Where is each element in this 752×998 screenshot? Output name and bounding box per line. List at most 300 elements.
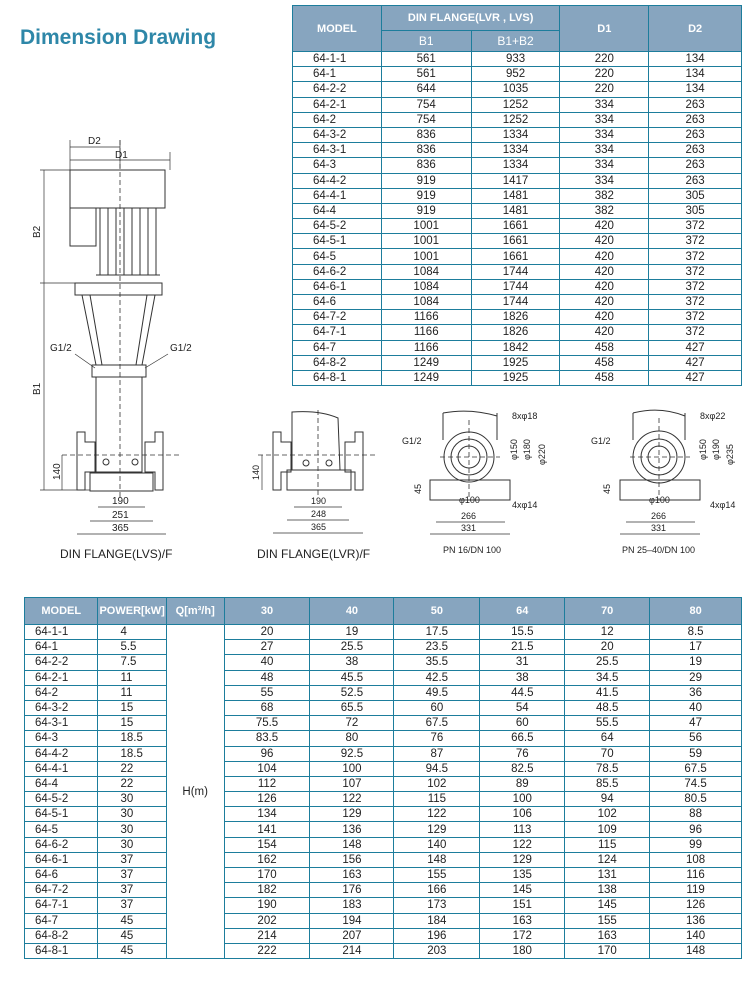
pn16-d180: φ180 <box>522 439 532 460</box>
head-cell: 80.5 <box>650 792 742 807</box>
table-row <box>25 670 742 685</box>
head-cell: 94.5 <box>394 761 480 776</box>
head-cell: 49.5 <box>394 685 480 700</box>
b1-cell: 1249 <box>381 370 471 385</box>
head-cell: 94 <box>565 792 650 807</box>
b1-cell: 919 <box>381 188 471 203</box>
head-cell: 119 <box>650 883 742 898</box>
b1-cell: 1001 <box>381 219 471 234</box>
d2-cell: 427 <box>649 355 742 370</box>
d2-cell: 263 <box>649 143 742 158</box>
table-row <box>25 700 742 715</box>
head-cell: 196 <box>394 928 480 943</box>
power-cell: 37 <box>98 883 166 898</box>
b1b2-cell: 1661 <box>471 234 560 249</box>
head-cell: 40 <box>650 700 742 715</box>
head-cell: 29 <box>650 670 742 685</box>
model-cell: 64-6 <box>25 868 98 883</box>
table-row <box>25 852 742 867</box>
table-row <box>25 792 742 807</box>
label-b1: B1 <box>32 382 43 395</box>
header-din-flange: DIN FLANGE(LVR , LVS) <box>381 6 560 31</box>
d2-cell: 305 <box>649 203 742 218</box>
power-cell: 11 <box>98 685 166 700</box>
b1b2-cell: 1744 <box>471 279 560 294</box>
d1-cell: 334 <box>560 158 649 173</box>
pn25-d150: φ150 <box>698 439 708 460</box>
b1-cell: 1249 <box>381 355 471 370</box>
d1-cell: 420 <box>560 295 649 310</box>
pn25-h45: 45 <box>602 483 612 494</box>
d2-cell: 372 <box>649 295 742 310</box>
pn16-w331: 331 <box>461 523 477 533</box>
model-cell: 64-5-1 <box>25 807 98 822</box>
head-cell: 155 <box>394 868 480 883</box>
performance-table <box>24 597 742 959</box>
table-row <box>293 173 742 188</box>
head-cell: 75.5 <box>224 716 310 731</box>
head-cell: 67.5 <box>394 716 480 731</box>
model-cell: 64-5-2 <box>25 792 98 807</box>
head-cell: 34.5 <box>565 670 650 685</box>
model-cell: 64-6-2 <box>25 837 98 852</box>
d1-cell: 334 <box>560 173 649 188</box>
b1b2-cell: 952 <box>471 67 560 82</box>
d1-cell: 458 <box>560 340 649 355</box>
head-cell: 141 <box>224 822 310 837</box>
b1b2-cell: 1252 <box>471 112 560 127</box>
header-flow-40: 40 <box>310 598 394 625</box>
pn16-d220: φ220 <box>537 444 547 465</box>
lvr-label-190: 190 <box>311 496 327 506</box>
header-d2: D2 <box>649 6 742 52</box>
label-140: 140 <box>52 463 63 480</box>
b1b2-cell: 1252 <box>471 97 560 112</box>
table-row <box>25 868 742 883</box>
head-cell: 113 <box>480 822 565 837</box>
b1-cell: 1166 <box>381 310 471 325</box>
table-row <box>293 249 742 264</box>
pn25-w266: 266 <box>651 511 667 521</box>
table-row <box>25 913 742 928</box>
model-cell: 64-3-1 <box>25 716 98 731</box>
head-cell: 92.5 <box>310 746 394 761</box>
table-row <box>25 655 742 670</box>
model-cell: 64-7 <box>25 913 98 928</box>
power-cell: 30 <box>98 792 166 807</box>
power-cell: 45 <box>98 913 166 928</box>
head-cell: 68 <box>224 700 310 715</box>
model-cell: 64-7-2 <box>25 883 98 898</box>
d1-cell: 420 <box>560 310 649 325</box>
head-cell: 112 <box>224 776 310 791</box>
head-cell: 116 <box>650 868 742 883</box>
head-cell: 129 <box>480 852 565 867</box>
head-cell: 20 <box>565 640 650 655</box>
b1-cell: 561 <box>381 67 471 82</box>
label-d2: D2 <box>88 136 101 147</box>
head-cell: 100 <box>310 761 394 776</box>
head-cell: 102 <box>565 807 650 822</box>
model-cell: 64-5 <box>25 822 98 837</box>
pn16-base-holes: 4xφ14 <box>512 500 538 510</box>
head-cell: 31 <box>480 655 565 670</box>
head-cell: 70 <box>565 746 650 761</box>
head-cell: 182 <box>224 883 310 898</box>
head-cell: 104 <box>224 761 310 776</box>
d2-cell: 305 <box>649 188 742 203</box>
head-cell: 222 <box>224 943 310 958</box>
b1-cell: 836 <box>381 158 471 173</box>
pn25-w331: 331 <box>651 523 667 533</box>
model-cell: 64-8-2 <box>293 355 382 370</box>
d1-cell: 420 <box>560 219 649 234</box>
head-cell: 82.5 <box>480 761 565 776</box>
head-cell: 60 <box>394 700 480 715</box>
b1b2-cell: 1925 <box>471 355 560 370</box>
head-cell: 145 <box>565 898 650 913</box>
d2-cell: 372 <box>649 310 742 325</box>
head-cell: 48.5 <box>565 700 650 715</box>
lvr-label-248: 248 <box>311 509 327 519</box>
model-cell: 64-1 <box>293 67 382 82</box>
label-g-right: G1/2 <box>170 343 192 354</box>
head-cell: 173 <box>394 898 480 913</box>
model-cell: 64-4-2 <box>25 746 98 761</box>
head-cell: 42.5 <box>394 670 480 685</box>
caption-lvr: DIN FLANGE(LVR)/F <box>257 547 371 561</box>
b1b2-cell: 1744 <box>471 264 560 279</box>
head-cell: 60 <box>480 716 565 731</box>
header-b1b2: B1+B2 <box>471 31 560 52</box>
b1b2-cell: 1035 <box>471 82 560 97</box>
d2-cell: 427 <box>649 370 742 385</box>
head-cell: 154 <box>224 837 310 852</box>
head-cell: 64 <box>565 731 650 746</box>
d1-cell: 334 <box>560 127 649 142</box>
head-cell: 138 <box>565 883 650 898</box>
pn16-d100: φ100 <box>459 495 480 505</box>
table-row <box>25 807 742 822</box>
d1-cell: 382 <box>560 188 649 203</box>
b1-cell: 561 <box>381 52 471 67</box>
table-row <box>293 143 742 158</box>
model-cell: 64-1-1 <box>293 52 382 67</box>
b1b2-cell: 1661 <box>471 219 560 234</box>
d1-cell: 220 <box>560 67 649 82</box>
b1-cell: 1001 <box>381 249 471 264</box>
head-cell: 170 <box>565 943 650 958</box>
head-cell: 96 <box>650 822 742 837</box>
head-cell: 136 <box>310 822 394 837</box>
d1-cell: 458 <box>560 370 649 385</box>
head-cell: 214 <box>310 943 394 958</box>
table-row <box>293 127 742 142</box>
head-cell: 108 <box>650 852 742 867</box>
head-cell: 52.5 <box>310 685 394 700</box>
model-cell: 64-5-1 <box>293 234 382 249</box>
model-cell: 64-2 <box>293 112 382 127</box>
header-d1: D1 <box>560 6 649 52</box>
pn25-holes: 8xφ22 <box>700 411 726 421</box>
head-cell: 126 <box>224 792 310 807</box>
table-row <box>293 203 742 218</box>
model-cell: 64-6-2 <box>293 264 382 279</box>
head-cell: 12 <box>565 625 650 640</box>
model-cell: 64-8-1 <box>25 943 98 958</box>
pn25-d190: φ190 <box>711 439 721 460</box>
head-cell: 74.5 <box>650 776 742 791</box>
b1-cell: 919 <box>381 173 471 188</box>
power-cell: 7.5 <box>98 655 166 670</box>
model-cell: 64-1 <box>25 640 98 655</box>
head-cell: 89 <box>480 776 565 791</box>
lvr-label-365: 365 <box>311 522 327 532</box>
b1-cell: 1166 <box>381 325 471 340</box>
b1b2-cell: 1744 <box>471 295 560 310</box>
head-cell: 80 <box>310 731 394 746</box>
caption-lvs: DIN FLANGE(LVS)/F <box>60 547 173 561</box>
head-cell: 115 <box>565 837 650 852</box>
pn16-d150: φ150 <box>509 439 519 460</box>
head-cell: 148 <box>394 852 480 867</box>
pn25-g: G1/2 <box>591 436 611 446</box>
model-cell: 64-5-2 <box>293 219 382 234</box>
d1-cell: 382 <box>560 203 649 218</box>
d2-cell: 263 <box>649 112 742 127</box>
lvr-label-140: 140 <box>251 464 261 480</box>
model-cell: 64-3-2 <box>293 127 382 142</box>
drawing-lvr <box>251 410 375 561</box>
model-cell: 64-8-1 <box>293 370 382 385</box>
head-cell: 35.5 <box>394 655 480 670</box>
head-cell: 122 <box>394 807 480 822</box>
header-model: MODEL <box>25 598 98 625</box>
d1-cell: 420 <box>560 264 649 279</box>
head-cell: 135 <box>480 868 565 883</box>
table-row <box>293 112 742 127</box>
b1b2-cell: 1481 <box>471 203 560 218</box>
head-cell: 156 <box>310 852 394 867</box>
model-cell: 64-6-1 <box>293 279 382 294</box>
model-cell: 64-2 <box>25 685 98 700</box>
power-cell: 30 <box>98 837 166 852</box>
b1b2-cell: 1334 <box>471 127 560 142</box>
head-cell: 55.5 <box>565 716 650 731</box>
pn16-holes: 8xφ18 <box>512 411 538 421</box>
label-b2: B2 <box>32 225 43 238</box>
table-row <box>293 82 742 97</box>
head-cell: 88 <box>650 807 742 822</box>
power-cell: 15 <box>98 716 166 731</box>
table-row <box>293 279 742 294</box>
model-cell: 64-6-1 <box>25 852 98 867</box>
table-row <box>25 746 742 761</box>
model-cell: 64-7-1 <box>25 898 98 913</box>
table-row <box>25 640 742 655</box>
model-cell: 64-8-2 <box>25 928 98 943</box>
table-row <box>293 67 742 82</box>
table-row <box>25 776 742 791</box>
d2-cell: 372 <box>649 279 742 294</box>
b1b2-cell: 1481 <box>471 188 560 203</box>
header-b1: B1 <box>381 31 471 52</box>
head-cell: 45.5 <box>310 670 394 685</box>
model-cell: 64-1-1 <box>25 625 98 640</box>
table-row <box>293 219 742 234</box>
b1-cell: 1166 <box>381 340 471 355</box>
head-cell: 126 <box>650 898 742 913</box>
head-cell: 38 <box>310 655 394 670</box>
head-cell: 163 <box>480 913 565 928</box>
head-cell: 148 <box>650 943 742 958</box>
table-row <box>293 370 742 385</box>
head-cell: 207 <box>310 928 394 943</box>
head-cell: 145 <box>480 883 565 898</box>
header-flow-80: 80 <box>650 598 742 625</box>
pn25-d235: φ235 <box>725 444 735 465</box>
b1-cell: 1084 <box>381 264 471 279</box>
table-row <box>25 943 742 958</box>
drawing-pn16 <box>402 411 547 555</box>
power-cell: 30 <box>98 822 166 837</box>
head-cell: 129 <box>394 822 480 837</box>
head-cell: 107 <box>310 776 394 791</box>
table-row <box>25 822 742 837</box>
caption-pn25: PN 25–40/DN 100 <box>622 545 696 555</box>
head-cell: 55 <box>224 685 310 700</box>
b1b2-cell: 1334 <box>471 158 560 173</box>
d2-cell: 134 <box>649 52 742 67</box>
head-cell: 59 <box>650 746 742 761</box>
b1b2-cell: 1842 <box>471 340 560 355</box>
drawing-pn25 <box>591 410 735 555</box>
b1b2-cell: 1417 <box>471 173 560 188</box>
power-cell: 18.5 <box>98 731 166 746</box>
head-cell: 67.5 <box>650 761 742 776</box>
header-power: POWER[kW] <box>98 598 166 625</box>
model-cell: 64-2-1 <box>25 670 98 685</box>
head-cell: 83.5 <box>224 731 310 746</box>
header-flow-30: 30 <box>224 598 310 625</box>
head-cell: 85.5 <box>565 776 650 791</box>
b1-cell: 836 <box>381 143 471 158</box>
head-cell: 76 <box>394 731 480 746</box>
d2-cell: 134 <box>649 82 742 97</box>
power-cell: 5.5 <box>98 640 166 655</box>
header-flow-64: 64 <box>480 598 565 625</box>
d1-cell: 420 <box>560 234 649 249</box>
head-cell: 21.5 <box>480 640 565 655</box>
head-cell: 15.5 <box>480 625 565 640</box>
table-row <box>293 325 742 340</box>
pn16-w266: 266 <box>461 511 477 521</box>
d2-cell: 372 <box>649 325 742 340</box>
head-cell: 76 <box>480 746 565 761</box>
head-cell: 47 <box>650 716 742 731</box>
head-cell: 19 <box>650 655 742 670</box>
drawing-lvs <box>32 136 192 561</box>
power-cell: 37 <box>98 898 166 913</box>
d1-cell: 220 <box>560 52 649 67</box>
b1b2-cell: 1661 <box>471 249 560 264</box>
table-row <box>293 295 742 310</box>
model-cell: 64-3-2 <box>25 700 98 715</box>
head-cell: 99 <box>650 837 742 852</box>
head-cell: 162 <box>224 852 310 867</box>
d1-cell: 334 <box>560 112 649 127</box>
header-flow-70: 70 <box>565 598 650 625</box>
head-cell: 44.5 <box>480 685 565 700</box>
table-row <box>293 234 742 249</box>
d2-cell: 263 <box>649 97 742 112</box>
model-cell: 64-2-2 <box>25 655 98 670</box>
model-cell: 64-6 <box>293 295 382 310</box>
head-cell: 180 <box>480 943 565 958</box>
model-cell: 64-7-1 <box>293 325 382 340</box>
b1b2-cell: 933 <box>471 52 560 67</box>
d2-cell: 372 <box>649 234 742 249</box>
head-cell: 41.5 <box>565 685 650 700</box>
head-cell: 87 <box>394 746 480 761</box>
head-cell: 8.5 <box>650 625 742 640</box>
table-row <box>293 355 742 370</box>
b1-cell: 836 <box>381 127 471 142</box>
table-row <box>25 898 742 913</box>
power-cell: 4 <box>98 625 166 640</box>
head-cell: 17.5 <box>394 625 480 640</box>
header-model: MODEL <box>293 6 382 52</box>
head-cell: 100 <box>480 792 565 807</box>
head-cell: 214 <box>224 928 310 943</box>
d1-cell: 334 <box>560 143 649 158</box>
head-cell: 124 <box>565 852 650 867</box>
d2-cell: 263 <box>649 173 742 188</box>
model-cell: 64-4 <box>293 203 382 218</box>
table-row <box>293 340 742 355</box>
head-cell: 163 <box>310 868 394 883</box>
b1b2-cell: 1334 <box>471 143 560 158</box>
d2-cell: 263 <box>649 127 742 142</box>
d1-cell: 420 <box>560 279 649 294</box>
head-cell: 72 <box>310 716 394 731</box>
head-cell: 78.5 <box>565 761 650 776</box>
b1-cell: 919 <box>381 203 471 218</box>
head-cell: 166 <box>394 883 480 898</box>
head-cell: 25.5 <box>310 640 394 655</box>
head-cell: 38 <box>480 670 565 685</box>
d1-cell: 420 <box>560 325 649 340</box>
head-cell: 129 <box>310 807 394 822</box>
table-row <box>25 731 742 746</box>
table-row <box>25 685 742 700</box>
head-cell: 183 <box>310 898 394 913</box>
model-cell: 64-5 <box>293 249 382 264</box>
model-cell: 64-3 <box>293 158 382 173</box>
pn25-base-holes: 4xφ14 <box>710 500 736 510</box>
power-cell: 30 <box>98 807 166 822</box>
d2-cell: 263 <box>649 158 742 173</box>
d1-cell: 220 <box>560 82 649 97</box>
caption-pn16: PN 16/DN 100 <box>443 545 502 555</box>
power-cell: 11 <box>98 670 166 685</box>
model-cell: 64-7 <box>293 340 382 355</box>
head-cell: 23.5 <box>394 640 480 655</box>
d2-cell: 372 <box>649 219 742 234</box>
power-cell: 22 <box>98 761 166 776</box>
d2-cell: 427 <box>649 340 742 355</box>
head-cell: 140 <box>650 928 742 943</box>
